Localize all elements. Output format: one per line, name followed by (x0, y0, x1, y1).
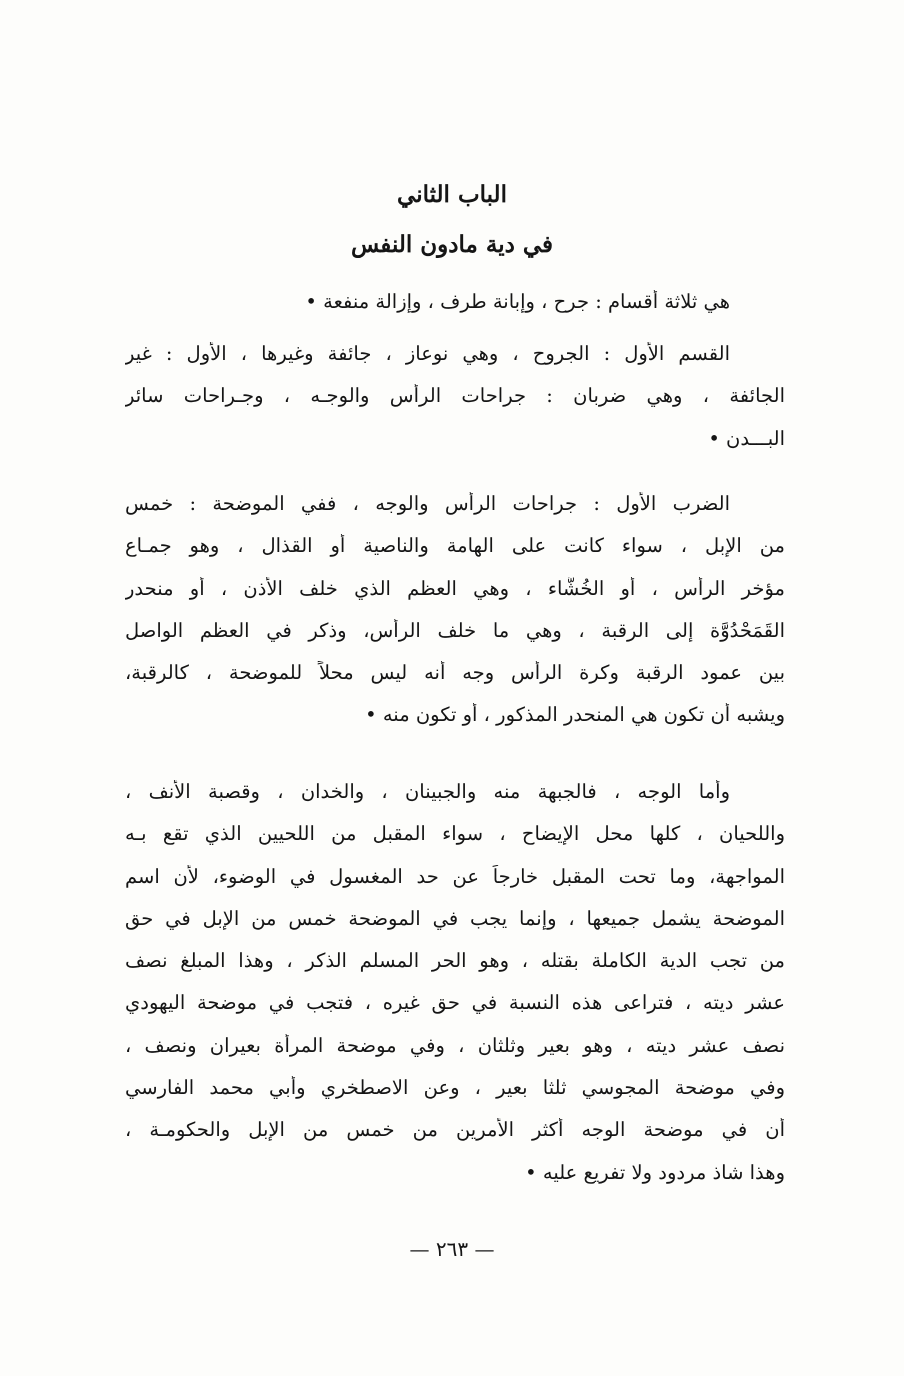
paragraph-first-type (125, 492, 785, 746)
text-line: من تجب الدية الكاملة بقتله ، وهو الحر المسلم الذكر ، وهذا المبلغ نصف (125, 949, 785, 973)
text-line: أن في موضحة الوجه أكثر الأمرين من خمس من الإبل والحكومـة ، (125, 1118, 785, 1142)
text-line: بين عمود الرقبة وكرة الرأس وجه أنه ليس محلاً للموضحة ، كالرقبة، (125, 661, 785, 685)
text-line: واللحيان ، كلها محل الإيضاح ، سواء المقبل من اللحيين الذي تقع بـه (125, 822, 785, 846)
text-line: المواجهة، وما تحت المقبل خارجاً عن حد المغسول في الوضوء، لأن اسم (125, 864, 785, 888)
text-line: وأما الوجه ، فالجبهة منه والجبينان ، والخدان ، وقصبة الأنف ، (125, 780, 730, 803)
text-line: مؤخر الرأس ، أو الخُشَّاء ، وهي العظم الذي خلف الأذن ، أو منحدر (125, 576, 785, 600)
page-number: — ٢٦٣ — (409, 1237, 495, 1261)
text-line: هي ثلاثة أقسام : جرح ، وإبانة طرف ، وإزالة منفعة • (305, 290, 730, 313)
chapter-title: الباب الثاني (397, 181, 507, 208)
text-line: الضرب الأول : جراحات الرأس والوجه ، ففي الموضحة : خمس (125, 492, 730, 515)
text-line: نصف عشر ديته ، وهو بعير وثلثان ، وفي موضحة المرأة بعيران ونصف ، (125, 1033, 785, 1057)
text-line: وهذا شاذ مردود ولا تفريع عليه • (525, 1160, 785, 1184)
text-line: وفي موضحة المجوسي ثلثا بعير ، وعن الاصطخري وأبي محمد الفارسي (125, 1076, 785, 1100)
text-line: من الإبل ، سواء كانت على الهامة والناصية أو القذال ، وهو جمـاع (125, 534, 785, 558)
paragraph-section-one (125, 342, 785, 469)
text-line: البـــدن • (708, 426, 785, 450)
text-line: القسم الأول : الجروح ، وهي نوعاز ، جائفة وغيرها ، الأول : غير (125, 342, 730, 365)
text-line: عشر ديته ، فتراعى هذه النسبة في حق غيره ، فتجب في موضحة اليهودي (125, 991, 785, 1015)
chapter-subtitle: في دية مادون النفس (350, 231, 554, 258)
text-line: ويشبه أن تكون هي المنحدر المذكور ، أو تكون منه • (365, 703, 785, 727)
paragraph-intro (125, 290, 785, 332)
text-line: الموضحة يشمل جميعها ، وإنما يجب في الموضحة خمس من الإبل في حق (125, 906, 785, 930)
paragraph-face (125, 780, 785, 1203)
text-line: الجائفة ، وهي ضربان : جراحات الرأس والوجـه ، وجـراحات سائر (125, 384, 785, 408)
text-line: القَمَحْدُوَّة إلى الرقبة ، وهي ما خلف الرأس، وذكر في العظم الواصل (125, 618, 785, 642)
